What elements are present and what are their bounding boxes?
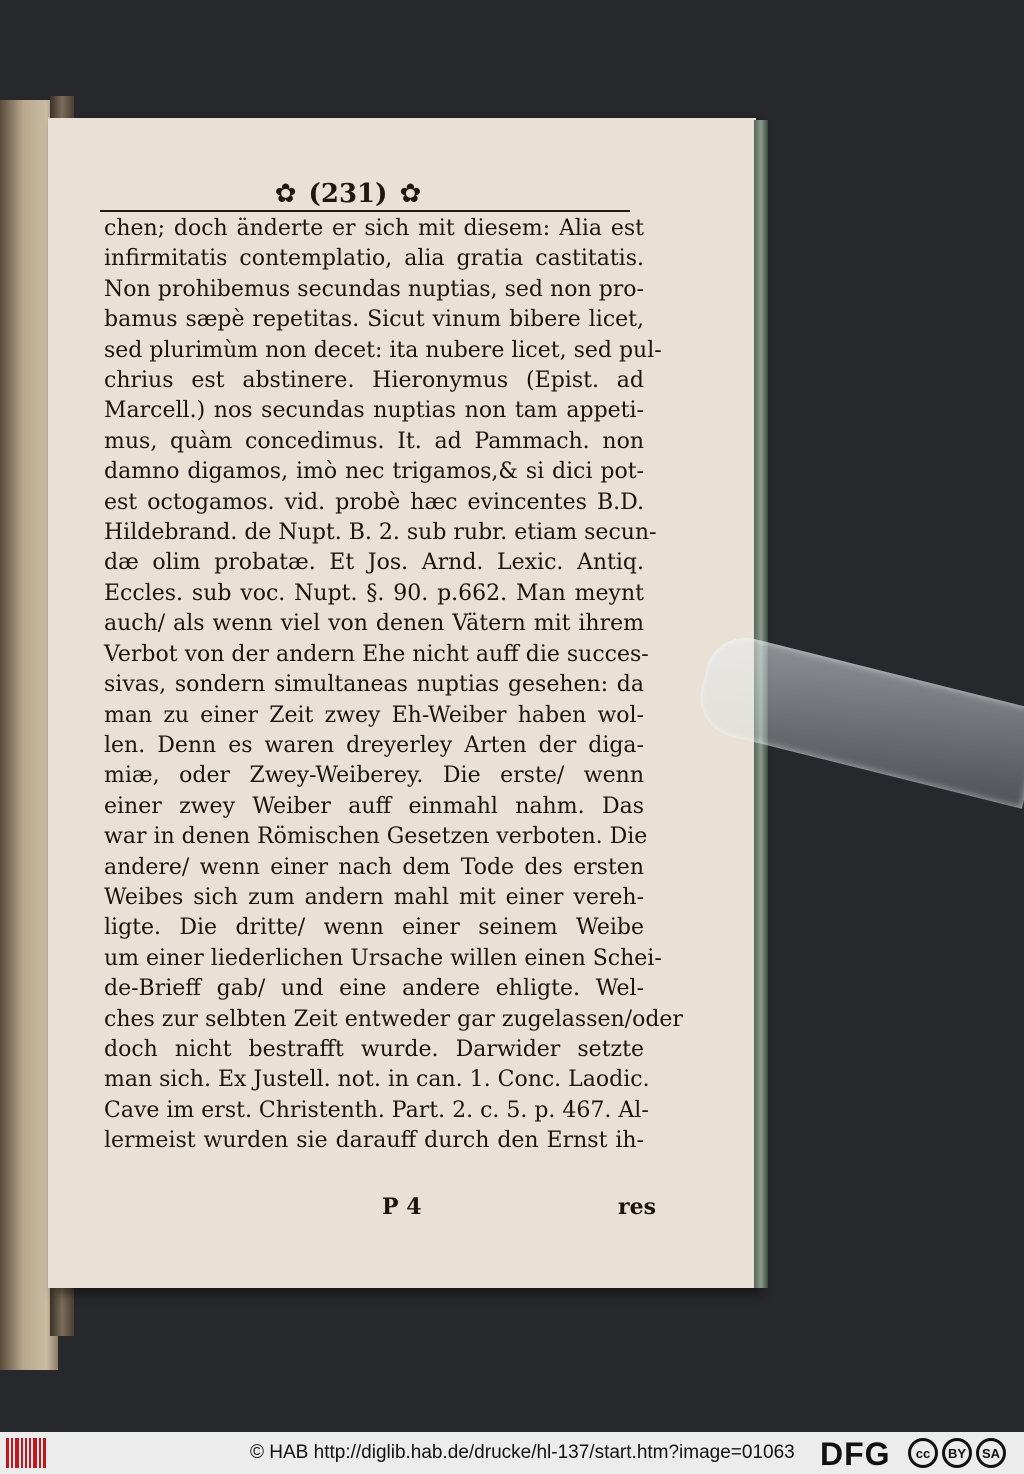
dfg-logo: DFG bbox=[820, 1436, 891, 1472]
text-line: doch nicht bestrafft wurde. Darwider setzte bbox=[104, 1036, 644, 1062]
text-line: Marcell.) nos secundas nuptias non tam appeti- bbox=[104, 398, 644, 424]
text-line: ches zur selbten Zeit entweder gar zugelassen/oder bbox=[104, 1006, 683, 1032]
text-line: chrius est abstinere. Hieronymus (Epist. ad bbox=[104, 368, 644, 394]
text-line: infirmitatis contemplatio, alia gratia castitatis. bbox=[104, 246, 644, 272]
text-line: Hildebrand. de Nupt. B. 2. sub rubr. etiam secun- bbox=[104, 520, 657, 546]
text-line: sed plurimùm non decet: ita nubere licet, sed pul- bbox=[104, 337, 662, 363]
page-body-text bbox=[104, 214, 683, 1157]
text-line: einer zwey Weiber auff einmahl nahm. Das bbox=[104, 793, 644, 819]
hab-logo-icon bbox=[6, 1438, 46, 1468]
cc-icon: cc bbox=[908, 1438, 938, 1468]
text-line: man sich. Ex Justell. not. in can. 1. Conc. Laodic. bbox=[104, 1067, 650, 1093]
text-line: lermeist wurden sie darauff durch den Ernst ih- bbox=[104, 1128, 644, 1154]
ornament-left-icon: ✿ bbox=[274, 179, 297, 209]
text-line: Eccles. sub voc. Nupt. §. 90. p.662. Man meynt bbox=[104, 580, 644, 606]
by-icon: BY bbox=[942, 1438, 972, 1468]
text-line: chen; doch änderte er sich mit diesem: Alia est bbox=[104, 216, 644, 241]
text-line: Cave im erst. Christenth. Part. 2. c. 5. p. 467. Al- bbox=[104, 1097, 649, 1123]
header-rule bbox=[100, 210, 630, 212]
text-line: mus, quàm concedimus. It. ad Pammach. non bbox=[104, 428, 644, 454]
sa-icon: SA bbox=[976, 1438, 1006, 1468]
text-line: est octogamos. vid. probè hæc evincentes B.D. bbox=[104, 489, 644, 515]
text-line: de-Brieff gab/ und eine andere ehligte. Wel- bbox=[104, 976, 644, 1002]
text-line: Weibes sich zum andern mahl mit einer vereh- bbox=[104, 884, 644, 910]
viewer-footer bbox=[0, 1432, 1024, 1474]
text-line: andere/ wenn einer nach dem Tode des ersten bbox=[104, 854, 644, 880]
page-number: (231) bbox=[308, 179, 388, 209]
text-line: miæ, oder Zwey-Weiberey. Die erste/ wenn bbox=[104, 763, 644, 789]
catchword: res bbox=[618, 1194, 656, 1220]
text-line: man zu einer Zeit zwey Eh-Weiber haben wol- bbox=[104, 702, 644, 728]
copyright-link[interactable]: © HAB http://diglib.hab.de/drucke/hl-137/start.htm?image=01063 bbox=[250, 1442, 795, 1463]
cc-license-badge[interactable] bbox=[908, 1436, 1020, 1470]
text-line: bamus sæpè repetitas. Sicut vinum bibere licet, bbox=[104, 307, 644, 333]
text-line: war in denen Römischen Gesetzen verboten. Die bbox=[104, 824, 648, 850]
text-line: ligte. Die dritte/ wenn einer seinem Weibe bbox=[104, 915, 644, 941]
text-line: Verbot von der andern Ehe nicht auff die succes- bbox=[104, 641, 649, 667]
text-line: len. Denn es waren dreyerley Arten der diga- bbox=[104, 732, 644, 758]
ornament-right-icon: ✿ bbox=[399, 179, 422, 209]
page-header bbox=[228, 174, 468, 214]
text-line: um einer liederlichen Ursache willen einen Schei- bbox=[104, 945, 662, 971]
text-line: damno digamos, imò nec trigamos,& si dici pot- bbox=[104, 459, 644, 485]
text-line: auch/ als wenn viel von denen Vätern mit ihrem bbox=[104, 611, 644, 637]
text-line: sivas, sondern simultaneas nuptias gesehen: da bbox=[104, 672, 644, 698]
text-line: Non prohibemus secundas nuptias, sed non pro- bbox=[104, 276, 644, 302]
text-line: dæ olim probatæ. Et Jos. Arnd. Lexic. Antiq. bbox=[104, 550, 644, 576]
signature-mark: P 4 bbox=[382, 1194, 422, 1220]
